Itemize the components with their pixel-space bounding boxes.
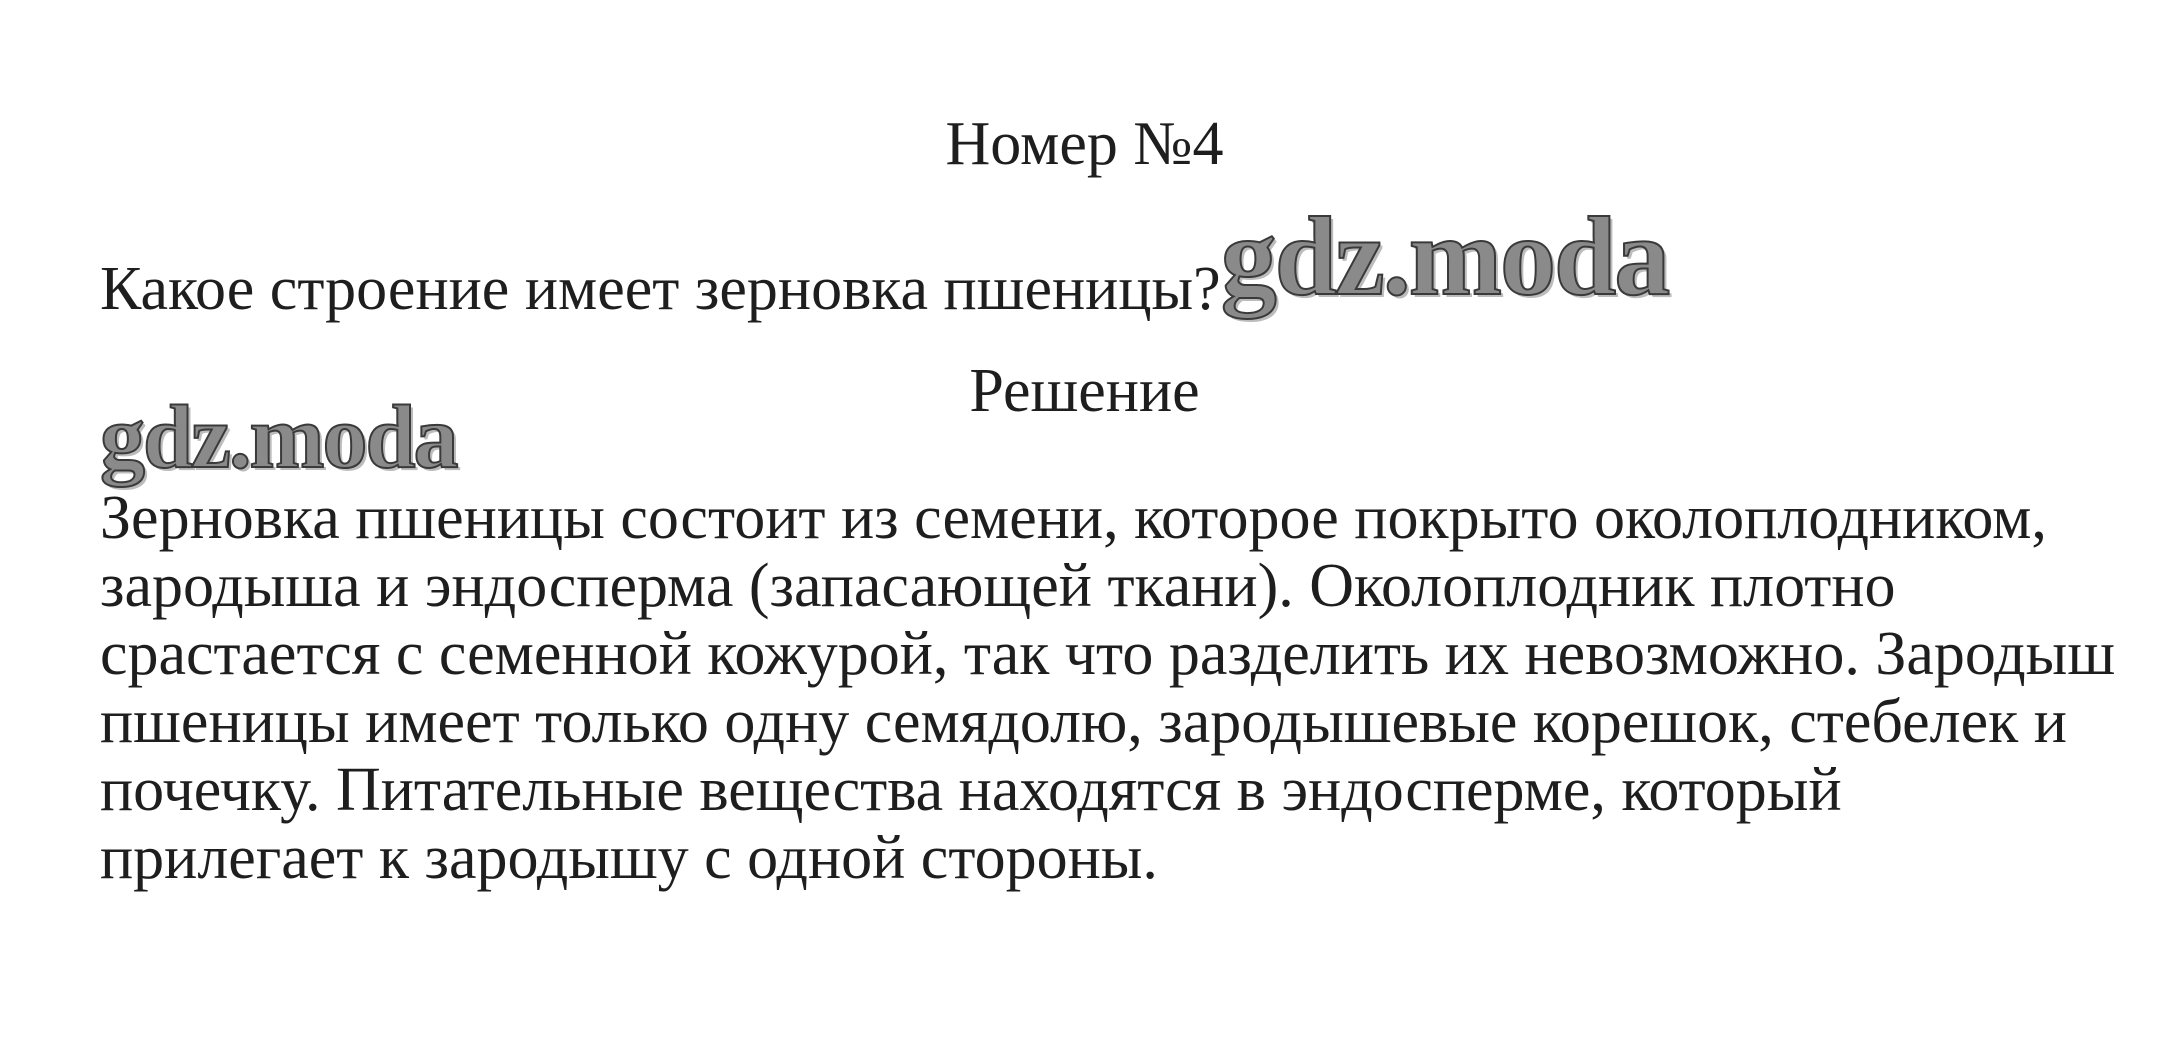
watermark-logo-left: gdz.moda [100,388,457,487]
question-row [100,195,1669,325]
answer-text [100,484,2120,892]
watermark-logo-top: gdz.moda [1220,195,1669,319]
answer-line: прилегает к зародышу с одной стороны. [100,824,1158,892]
question-text: Какое строение имеет зерновка пшеницы? [100,255,1221,323]
solution-title: Решение [969,357,1200,425]
answer-line: зародыша и эндосперма (запасающей ткани). Околоплодник плотно [100,552,1896,620]
task-title: Номер №4 [945,110,1224,178]
answer-line: почечку. Питательные вещества находятся в эндосперме, который [100,756,1842,824]
answer-line: Зерновка пшеницы состоит из семени, которое покрыто околоплодником, [100,484,2047,552]
answer-line: срастается с семенной кожурой, так что разделить их невозможно. Зародыш [100,620,2116,688]
answer-line: пшеницы имеет только одну семядолю, зародышевые корешок, стебелек и [100,688,2067,756]
